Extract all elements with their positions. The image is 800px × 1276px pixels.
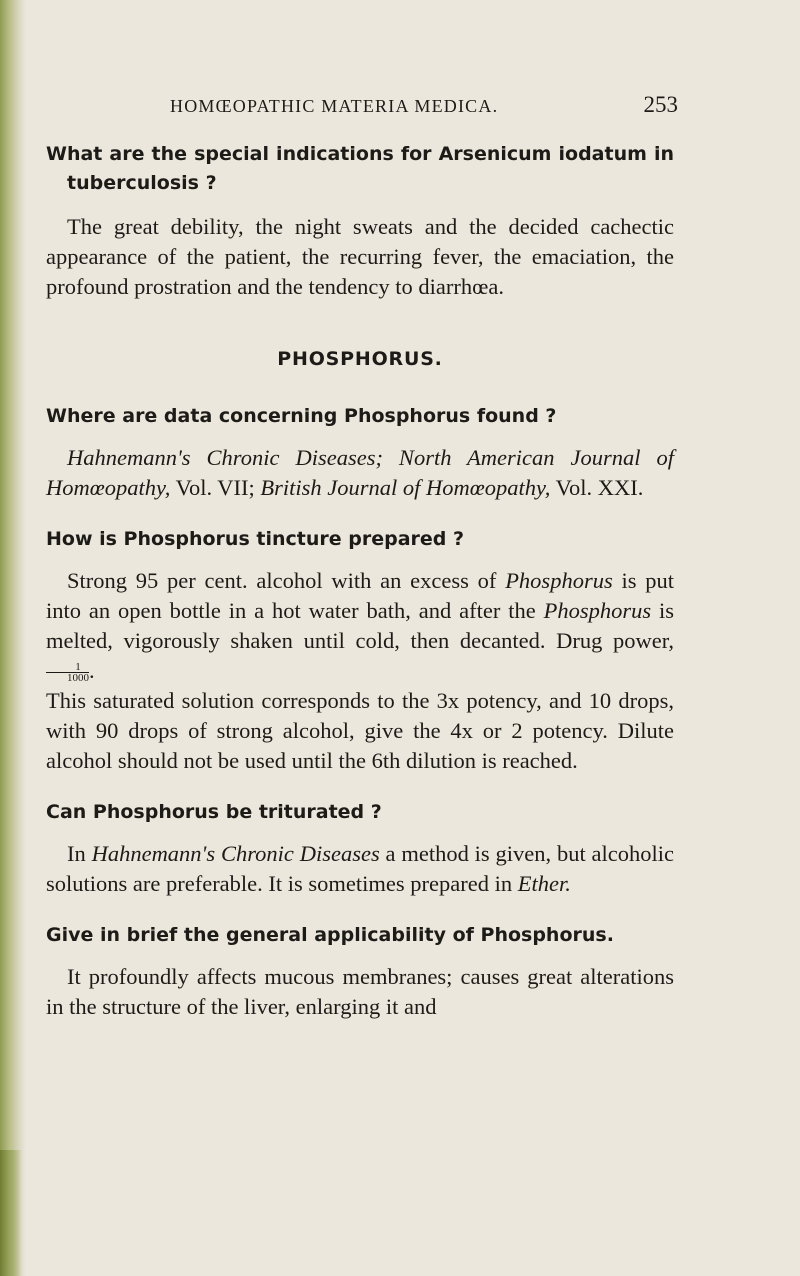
fraction-denominator: 1000 xyxy=(67,672,89,685)
binding-shadow xyxy=(0,0,26,1276)
phosphorus-italic-2: Phosphorus xyxy=(543,598,652,623)
phosphorus-italic-1: Phosphorus xyxy=(505,568,613,593)
reference-hahnemann-journal: Hahnemann's Chronic Diseases; North American Journal of Homœopathy, xyxy=(46,445,674,500)
ether-italic: Ether. xyxy=(517,871,571,896)
answer-triturated xyxy=(46,839,674,899)
binding-shadow-lower xyxy=(0,1150,22,1276)
answer-data-sources xyxy=(46,443,674,503)
question-arsenicum: What are the special indications for Arsenicum iodatum in tuberculosis ? xyxy=(46,143,674,194)
answer-tincture-continued: This saturated solution corresponds to the 3x potency, and 10 drops, with 90 drops of strong alcohol, give the 4x or 2 potency. Dilute alcohol should not be used until the 6th dilution is reached. xyxy=(46,688,674,773)
question-triturated: Can Phosphorus be triturated ? xyxy=(46,801,382,823)
question-data-sources: Where are data concerning Phosphorus found ? xyxy=(46,405,557,427)
section-heading: PHOSPHORUS. xyxy=(277,348,443,370)
answer-tincture xyxy=(46,566,674,686)
running-title: HOMŒOPATHIC MATERIA MEDICA. xyxy=(170,96,499,116)
page-number: 253 xyxy=(643,92,678,117)
volume-xxi: Vol. XXI. xyxy=(550,475,644,500)
drug-power-fraction xyxy=(46,662,89,683)
question-tincture: How is Phosphorus tincture prepared ? xyxy=(46,528,465,550)
answer-tincture-period: . xyxy=(89,658,95,683)
page-body xyxy=(46,80,674,1022)
chronic-diseases-italic: Hahnemann's Chronic Diseases xyxy=(91,841,380,866)
answer-tincture-text-2: is put into an open bottle in a hot water bath, and after the xyxy=(46,568,674,623)
answer-tincture-text-3: is melted, vigorously shaken until cold, then decanted. Drug power, xyxy=(46,598,675,653)
answer-triturated-text-1: In xyxy=(67,841,92,866)
question-applicability: Give in brief the general applicability of Phosphorus. xyxy=(46,924,614,946)
answer-tincture-text-1: Strong 95 per cent. alcohol with an excess of xyxy=(67,568,506,593)
fraction-numerator: 1 xyxy=(46,662,89,673)
answer-triturated-text-2: a method is given, but alcoholic solutions are preferable. It is sometimes prepared in xyxy=(46,841,674,896)
volume-vii: Vol. VII; xyxy=(170,475,261,500)
reference-british-journal: British Journal of Homœopathy, xyxy=(260,475,551,500)
answer-arsenicum: The great debility, the night sweats and the decided cachectic appearance of the patient, the recurring fever, the emaciation, the profound prostration and the tendency to diarrhœa. xyxy=(46,214,674,299)
answer-applicability: It profoundly affects mucous membranes; causes great alterations in the structure of the liver, enlarging it and xyxy=(46,964,674,1019)
